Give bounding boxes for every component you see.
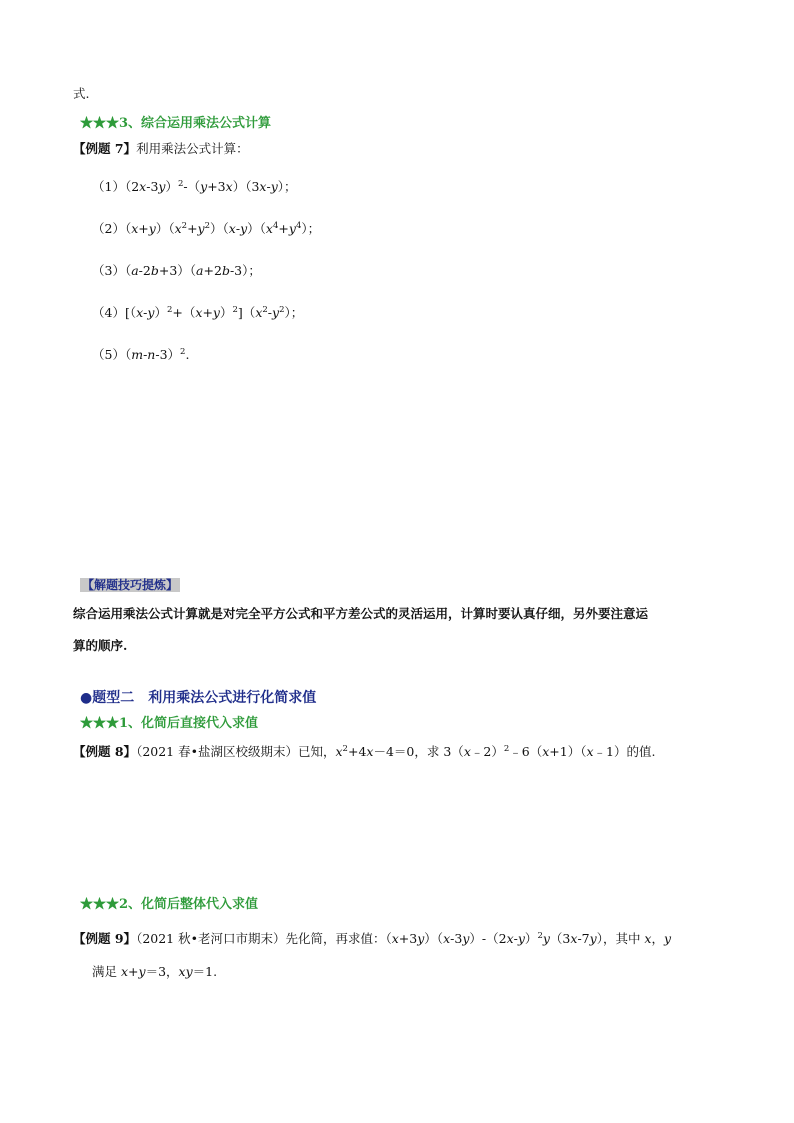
example-7-item-3: （3）（a-2b+3）（a+2b-3）； [92, 263, 261, 278]
example-7-item-4: $(4)[(x-y)^2+(x+y)^2](x^2-y^2)$； [92, 305, 304, 320]
tips-paragraph-line-1: 综合运用乘法公式计算就是对完全平方公式和平方差公式的灵活运用，计算时要认真仔细，另外要注意运 [73, 606, 649, 621]
example-7-item-2: $(2)(x+y)(x^2+y^2)(x-y)(x^4+y^4)$； [92, 221, 321, 236]
section-heading-1: ★★★1、化简后直接代入求值 [80, 716, 259, 731]
example-9-line-2: 满足 x+y＝3，xy＝1. [92, 964, 218, 979]
example-9-line-1: 【例题 9】（2021 秋•老河口市期末）先化简，再求值：$(x+3y)(x-3y)-(2x-y)^2y(3x-7y)$，其中 x，y [73, 931, 672, 946]
three-star-icon: ★★★ [80, 716, 120, 731]
example-7-item-1: $(1)(2x-3y)^2-(y+3x)(3x-y)$； [92, 179, 297, 194]
continued-text-fragment: 式. [73, 86, 90, 101]
three-star-icon: ★★★ [80, 116, 120, 131]
example-7-header: 【例题 7】利用乘法公式计算： [73, 141, 249, 156]
three-star-icon: ★★★ [80, 897, 120, 912]
section-heading-2: ★★★2、化简后整体代入求值 [80, 897, 259, 912]
tips-label: 【解题技巧提炼】 [82, 578, 179, 592]
section-heading-3: ★★★3、综合运用乘法公式计算 [80, 116, 272, 131]
question-type-2-heading: ●题型二 利用乘法公式进行化简求值 [80, 690, 317, 706]
bullet-icon: ● [80, 690, 93, 706]
tips-paragraph-line-2: 算的顺序. [73, 638, 128, 653]
example-8: 【例题 8】（2021 春•盐湖区校级期末）已知，$x^2+4x-4=0$，求 3（x﹣2）$^2$﹣6（x+1）（x﹣1）的值. [73, 744, 656, 759]
example-7-item-5: $(5)(m-n-3)^2$. [92, 347, 190, 362]
